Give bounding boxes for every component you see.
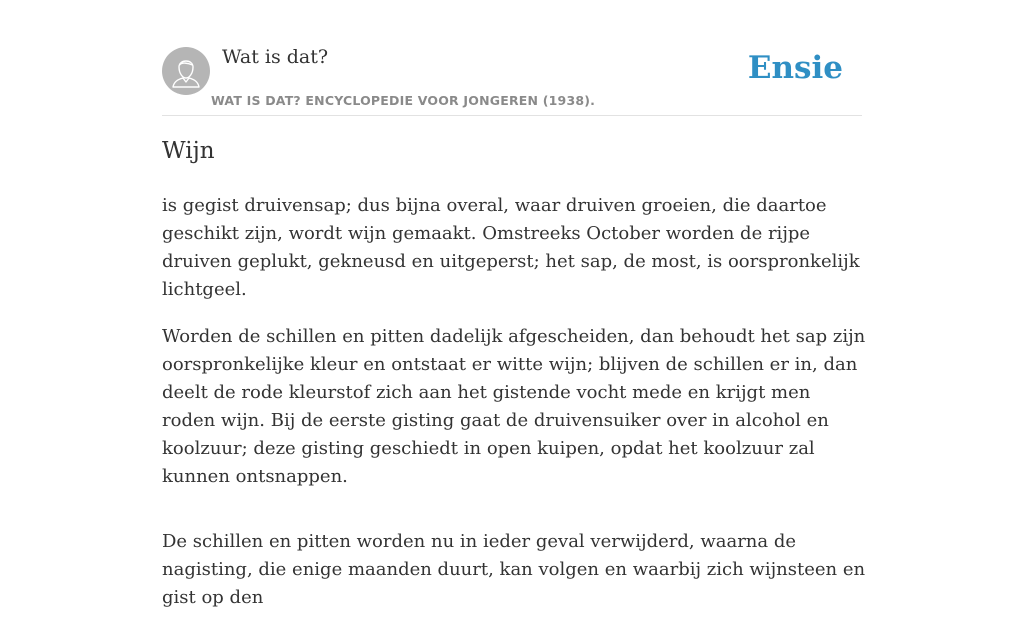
user-icon bbox=[162, 47, 210, 95]
avatar[interactable] bbox=[162, 47, 210, 95]
article-paragraph: De schillen en pitten worden nu in ieder geval verwijderd, waarna de nagisting, die enige maanden duurt, kan volgen en waarbij zich wijnsteen en gist op den bbox=[162, 531, 866, 608]
article-paragraph: is gegist druivensap; dus bijna overal, waar druiven groeien, die daartoe geschikt zijn, wordt wijn gemaakt. Omstreeks October worden de rijpe druiven geplukt, gekneusd en uitgeperst; het sap, de most, is oorspronkelijk lichtgeel. bbox=[162, 195, 860, 300]
source-title[interactable]: Wat is dat? bbox=[222, 46, 329, 68]
article-paragraph: Worden de schillen en pitten dadelijk afgescheiden, dan behoudt het sap zijn oorspronkelijke kleur en ontstaat er witte wijn; blijven de schillen er in, dan deelt de rode kleurstof zich aan het gistende vocht mede en krijgt men roden wijn. Bij de eerste gisting gaat de druivensuiker over in alcohol en koolzuur; deze gisting geschiedt in open kuipen, opdat het koolzuur zal kunnen ontsnappen. bbox=[162, 326, 866, 487]
article-body bbox=[162, 192, 867, 631]
source-subtitle: WAT IS DAT? ENCYCLOPEDIE VOOR JONGEREN (1938). bbox=[211, 93, 596, 108]
ensie-logo[interactable]: Ensie bbox=[747, 50, 843, 86]
entry-title: Wijn bbox=[162, 138, 215, 164]
source-header bbox=[162, 45, 862, 116]
